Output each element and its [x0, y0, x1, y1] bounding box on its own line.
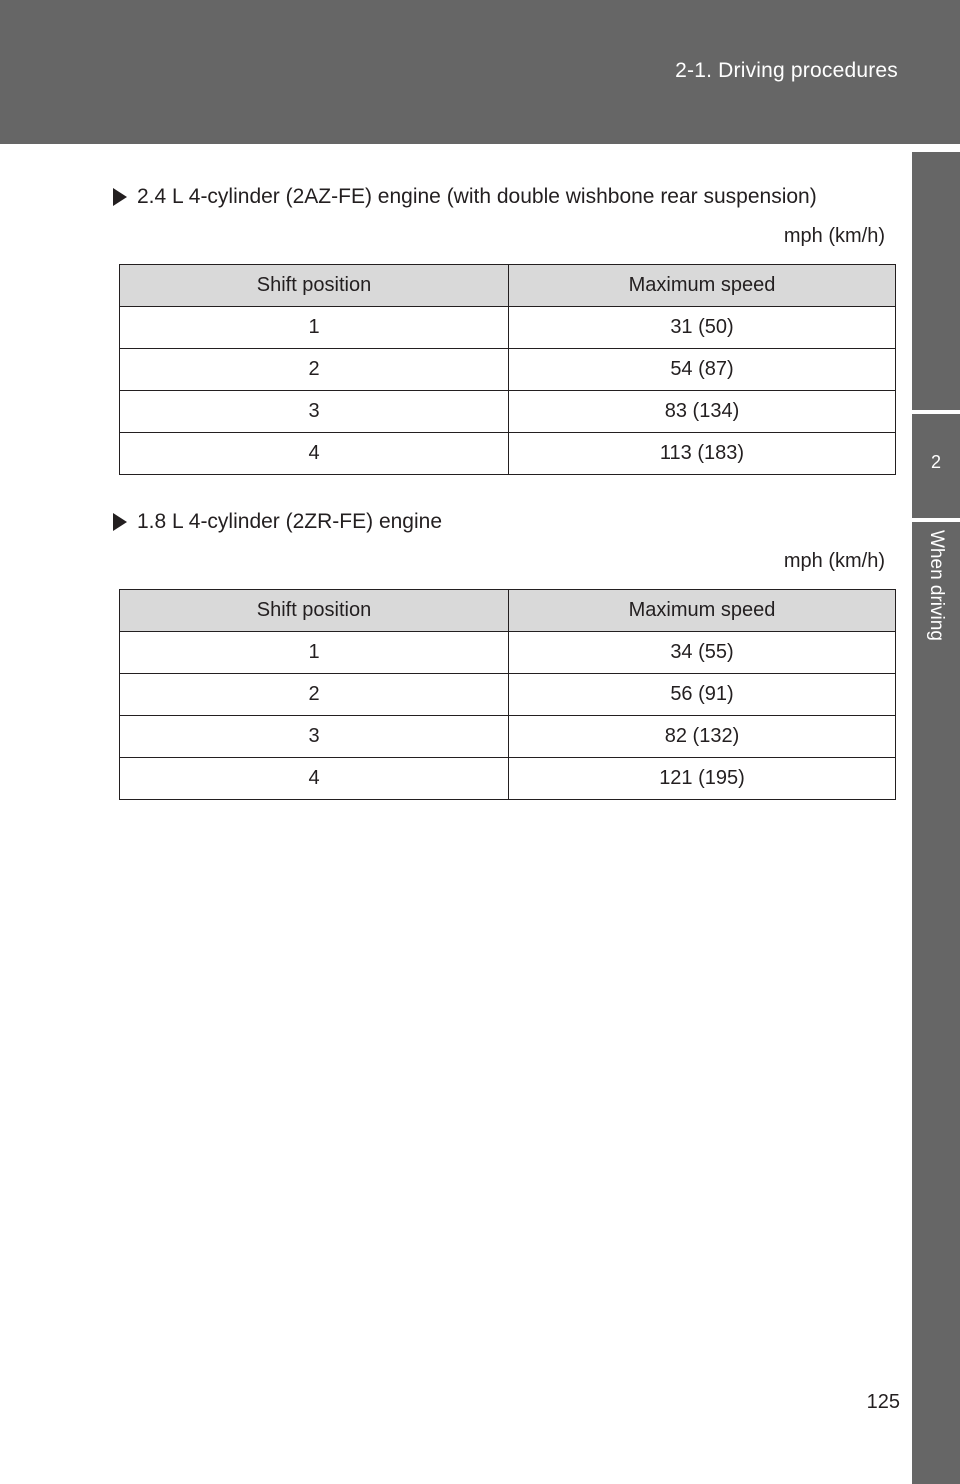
table-header-row — [120, 590, 896, 632]
shift-position-cell: 3 — [120, 716, 509, 758]
table-row — [120, 307, 896, 349]
header-bar — [0, 0, 960, 144]
page-number: 125 — [866, 1391, 900, 1413]
table-row — [120, 758, 896, 800]
chapter-label: When driving — [926, 530, 947, 641]
column-header: Shift position — [120, 265, 509, 307]
shift-position-cell: 2 — [120, 349, 509, 391]
section-heading-text: 2.4 L 4-cylinder (2AZ-FE) engine (with double wishbone rear suspension) — [137, 185, 817, 208]
section-heading — [105, 509, 895, 535]
triangle-bullet-icon — [113, 513, 127, 531]
column-header: Maximum speed — [509, 265, 896, 307]
table-header-row — [120, 265, 896, 307]
max-speed-cell: 121 (195) — [509, 758, 896, 800]
table-row — [120, 674, 896, 716]
section-heading — [105, 184, 895, 210]
shift-position-cell: 2 — [120, 674, 509, 716]
column-header: Shift position — [120, 590, 509, 632]
unit-label: mph (km/h) — [783, 550, 885, 572]
shift-position-cell: 3 — [120, 391, 509, 433]
side-tab-chapter[interactable] — [912, 414, 960, 518]
max-speed-cell: 34 (55) — [509, 632, 896, 674]
shift-position-cell: 4 — [120, 433, 509, 475]
section-heading-text: 1.8 L 4-cylinder (2ZR-FE) engine — [137, 510, 443, 533]
unit-label: mph (km/h) — [783, 225, 885, 247]
header-title: 2-1. Driving procedures — [675, 59, 898, 82]
table-row — [120, 391, 896, 433]
chapter-number: 2 — [930, 452, 941, 472]
table-row — [120, 349, 896, 391]
shift-position-cell: 4 — [120, 758, 509, 800]
column-header: Maximum speed — [509, 590, 896, 632]
table-row — [120, 632, 896, 674]
table-row — [120, 433, 896, 475]
section-2zr-fe — [105, 509, 895, 800]
max-speed-cell: 83 (134) — [509, 391, 896, 433]
section-2az-fe — [105, 184, 895, 475]
max-speed-cell: 54 (87) — [509, 349, 896, 391]
max-speed-cell: 31 (50) — [509, 307, 896, 349]
side-tab-top — [912, 152, 960, 410]
table-row — [120, 716, 896, 758]
side-tab-bottom — [912, 522, 960, 1484]
speed-table — [119, 264, 896, 475]
max-speed-cell: 113 (183) — [509, 433, 896, 475]
max-speed-cell: 82 (132) — [509, 716, 896, 758]
shift-position-cell: 1 — [120, 307, 509, 349]
shift-position-cell: 1 — [120, 632, 509, 674]
triangle-bullet-icon — [113, 188, 127, 206]
max-speed-cell: 56 (91) — [509, 674, 896, 716]
speed-table — [119, 589, 896, 800]
